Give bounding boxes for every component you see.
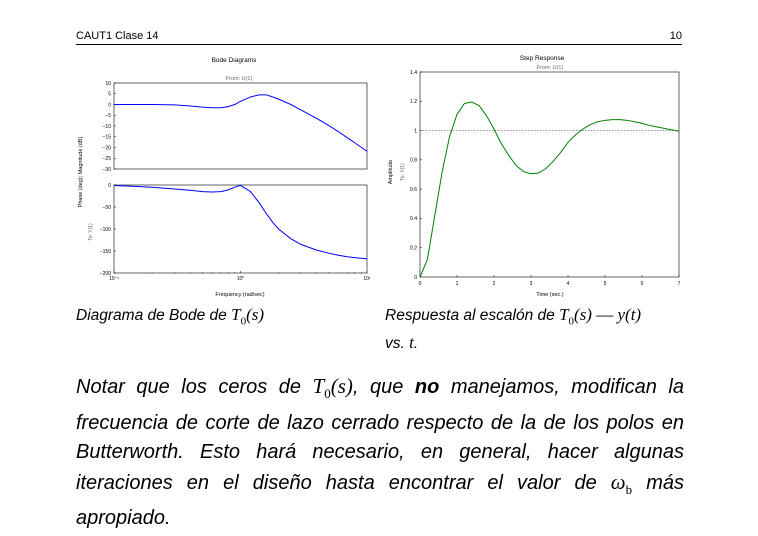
bode-phase-tick-label: −200 bbox=[99, 270, 111, 277]
bode-phase-axes bbox=[114, 185, 367, 273]
step-x-tick-label: 4 bbox=[566, 281, 570, 287]
course-label: CAUT1 Clase 14 bbox=[76, 30, 159, 42]
step-caption-argument: (s) bbox=[574, 305, 592, 324]
step-caption-text: Respuesta al escalón de bbox=[385, 307, 560, 324]
bode-caption-text: Diagrama de Bode de bbox=[76, 307, 232, 324]
step-y-tick-label: 0.4 bbox=[410, 216, 417, 223]
step-title: Step Response bbox=[519, 55, 565, 62]
bode-x-label: Frequency (rad/sec) bbox=[215, 292, 265, 298]
bode-title: Bode Diagrams bbox=[211, 57, 257, 64]
step-x-tick-label: 5 bbox=[603, 281, 607, 287]
para-formula-T0s bbox=[312, 374, 353, 402]
step-caption bbox=[385, 304, 685, 354]
step-caption-y: y(t) bbox=[617, 305, 642, 324]
bode-x-tick-label: 10¹ bbox=[363, 276, 371, 282]
bode-mag-tick-label: 5 bbox=[108, 91, 111, 98]
bode-magnitude-curve bbox=[114, 95, 367, 152]
page-header bbox=[76, 30, 682, 45]
bode-phase-tick-label: −150 bbox=[99, 248, 111, 255]
bode-caption-formula bbox=[231, 305, 265, 328]
para-argument: (s) bbox=[330, 374, 353, 398]
bode-phase-tick-label: −100 bbox=[99, 226, 111, 233]
step-caption-vs: vs. bbox=[385, 335, 410, 353]
para-omega: ω bbox=[610, 469, 626, 494]
step-caption-T-subscript: 0 bbox=[568, 315, 575, 328]
step-y-tick-label: 1.4 bbox=[410, 69, 417, 76]
para-part-4: más apropiado. bbox=[76, 471, 684, 530]
bode-phase-curve bbox=[114, 185, 367, 258]
step-x-tick-label: 2 bbox=[492, 281, 496, 287]
bode-mag-tick-label: 0 bbox=[108, 102, 111, 109]
step-y-tick-label: 0 bbox=[414, 274, 417, 281]
para-T-subscript: 0 bbox=[324, 386, 331, 402]
bode-caption-T-subscript: 0 bbox=[240, 315, 247, 328]
body-paragraph bbox=[76, 372, 684, 534]
bode-phase-tick-label: 0 bbox=[108, 182, 111, 189]
step-caption-dash: — bbox=[591, 305, 618, 324]
step-caption-T: T bbox=[559, 305, 569, 324]
bode-caption bbox=[76, 304, 264, 332]
bode-mag-tick-label: −20 bbox=[102, 145, 111, 152]
para-omega-subscript: b bbox=[625, 481, 633, 497]
bode-mag-tick-label: −5 bbox=[105, 113, 111, 120]
page-number: 10 bbox=[669, 30, 682, 42]
step-x-tick-label: 3 bbox=[529, 281, 533, 287]
step-x-label: Time (sec.) bbox=[536, 292, 564, 298]
step-response-curve bbox=[420, 102, 679, 277]
step-y-tick-label: 0.6 bbox=[410, 186, 417, 193]
bode-mag-tick-label: −30 bbox=[102, 166, 111, 173]
step-subtitle: From: U(1) bbox=[536, 65, 564, 71]
bode-phase-tick-label: −50 bbox=[102, 204, 111, 211]
bode-y-label-2: To: Y(1) bbox=[88, 223, 94, 241]
bode-mag-tick-label: −10 bbox=[102, 123, 111, 130]
bode-x-tick-label: 10⁰ bbox=[236, 276, 245, 282]
step-x-tick-label: 6 bbox=[640, 281, 644, 287]
para-bold-no: no bbox=[414, 376, 440, 398]
step-x-tick-label: 1 bbox=[455, 281, 459, 287]
bode-mag-tick-label: −25 bbox=[102, 156, 111, 163]
step-y-tick-label: 1 bbox=[414, 128, 417, 135]
bode-caption-T: T bbox=[231, 305, 241, 324]
para-formula-omega-b bbox=[610, 469, 633, 497]
step-y-tick-label: 0.8 bbox=[410, 157, 417, 164]
step-x-tick-label: 0 bbox=[418, 281, 422, 287]
step-y-label: Amplitude bbox=[388, 159, 394, 185]
bode-mag-tick-label: 10 bbox=[105, 80, 111, 87]
para-part-1: Notar que los ceros de bbox=[76, 376, 313, 398]
bode-y-label: Phase (deg); Magnitude (dB) bbox=[78, 136, 84, 208]
step-x-tick-label: 7 bbox=[677, 281, 681, 287]
step-caption-period: . bbox=[413, 335, 419, 353]
step-caption-formula bbox=[559, 305, 642, 328]
step-response-figure bbox=[384, 52, 684, 302]
step-caption-t: t bbox=[409, 333, 414, 353]
bode-x-tick-label: 10⁻¹ bbox=[109, 276, 119, 282]
bode-caption-argument: (s) bbox=[246, 305, 265, 324]
step-axes bbox=[420, 72, 679, 277]
para-part-2: , que bbox=[352, 376, 415, 398]
step-y-tick-label: 0.2 bbox=[410, 245, 417, 252]
bode-mag-tick-label: −15 bbox=[102, 134, 111, 141]
step-y-label-2: To: Y(1) bbox=[400, 163, 406, 181]
step-y-tick-label: 1.2 bbox=[410, 99, 417, 106]
para-T: T bbox=[312, 374, 325, 398]
bode-figure bbox=[74, 52, 374, 302]
bode-subtitle: From: U(1) bbox=[225, 76, 253, 82]
para-part-3: manejamos, modifican la frecuencia de corte de lazo cerrado respecto de la de los polos en Butterworth. Esto hará necesario, en general, hacer algunas iteraciones en el diseño hasta encontrar el valor de bbox=[76, 376, 684, 494]
